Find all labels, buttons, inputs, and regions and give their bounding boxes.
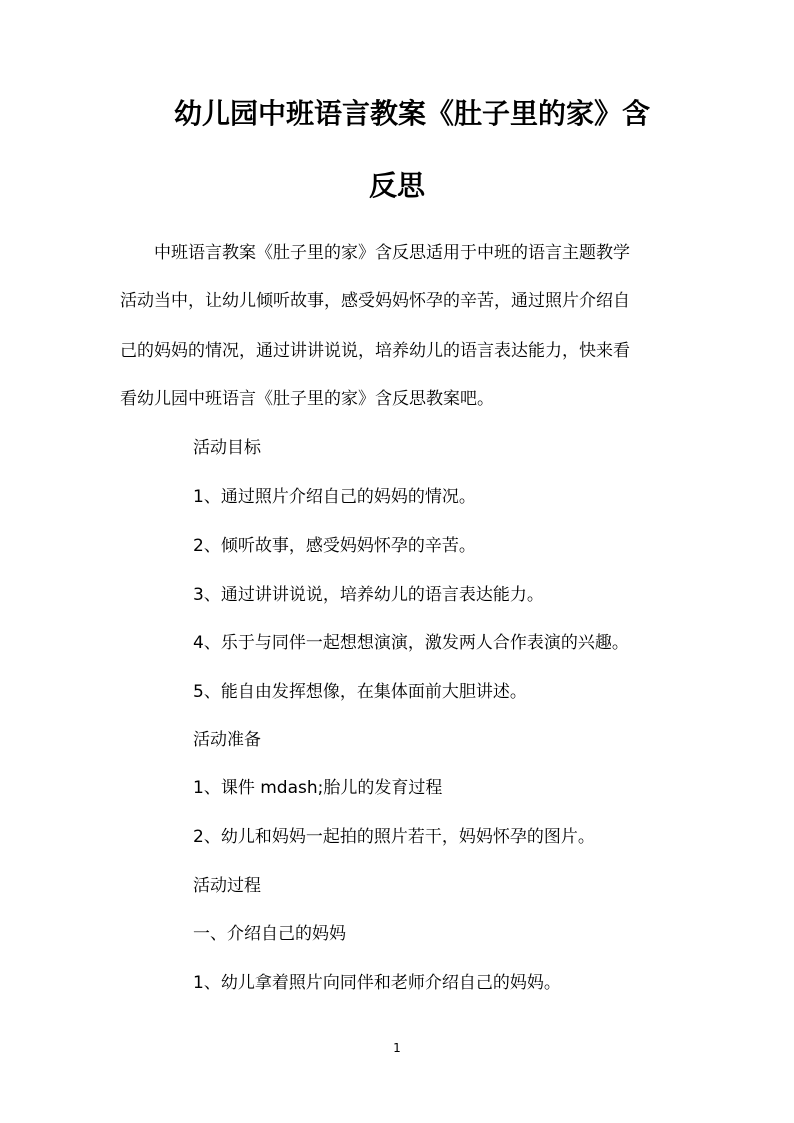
intro-paragraph-line: 活动当中，让幼儿倾听故事，感受妈妈怀孕的辛苦，通过照片介绍自 [120,291,630,311]
intro-paragraph-line: 中班语言教案《肚子里的家》含反思适用于中班的语言主题教学 [120,243,630,263]
process-section-heading: 一、介绍自己的妈妈 [193,924,346,944]
intro-paragraph-line: 看幼儿园中班语言《肚子里的家》含反思教案吧。 [120,389,494,409]
goal-item: 1、通过照片介绍自己的妈妈的情况。 [193,487,476,507]
goal-item: 3、通过讲讲说说，培养幼儿的语言表达能力。 [193,585,544,605]
document-title-line-2: 反思 [368,169,425,202]
process-item: 1、幼儿拿着照片向同伴和老师介绍自己的妈妈。 [193,973,561,993]
goal-item: 2、倾听故事，感受妈妈怀孕的辛苦。 [193,536,476,556]
intro-paragraph-line: 己的妈妈的情况，通过讲讲说说，培养幼儿的语言表达能力，快来看 [120,341,630,361]
goal-item: 5、能自由发挥想像，在集体面前大胆讲述。 [193,682,527,702]
page-number: 1 [393,1041,401,1055]
section-heading-preparation: 活动准备 [193,730,261,750]
goal-item: 4、乐于与同伴一起想想演演，激发两人合作表演的兴趣。 [193,633,629,653]
document-title-line-1: 幼儿园中班语言教案《肚子里的家》含 [173,97,650,130]
section-heading-goals: 活动目标 [193,438,261,458]
preparation-item: 1、课件 mdash;胎儿的发育过程 [193,778,443,798]
section-heading-process: 活动过程 [193,876,261,896]
preparation-item: 2、幼儿和妈妈一起拍的照片若干，妈妈怀孕的图片。 [193,827,595,847]
